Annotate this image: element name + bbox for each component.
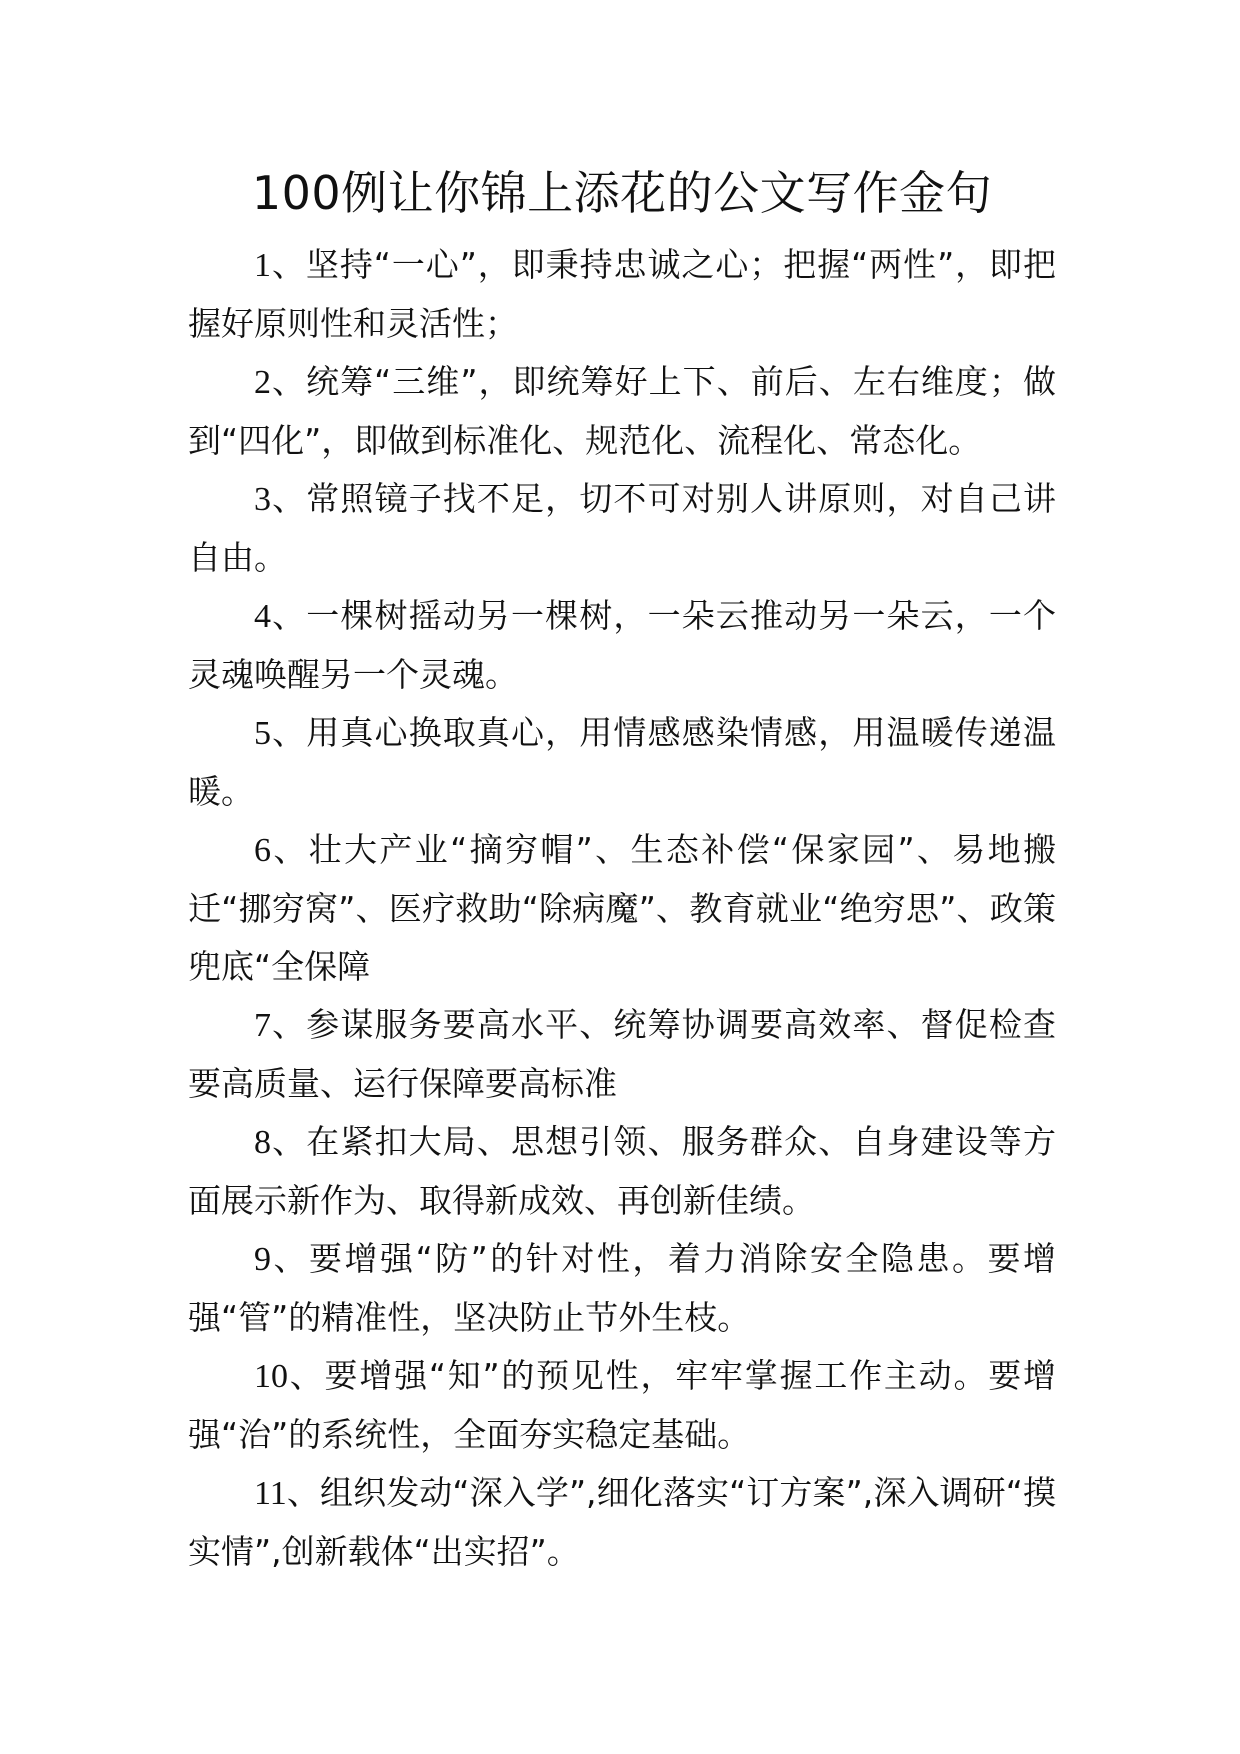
paragraph-6: [188, 821, 1056, 996]
paragraph-number: 10: [254, 1358, 288, 1395]
paragraph-number: 6: [254, 832, 271, 869]
paragraph-text: 、参谋服务要高水平、统筹协调要高效率、督促检查要高质量、运行保障要高标准: [188, 1005, 1056, 1103]
paragraph-text: 、在紧扣大局、思想引领、服务群众、自身建设等方面展示新作为、取得新成效、再创新佳绩。: [188, 1122, 1056, 1220]
document-title: 100例让你锦上添花的公文写作金句: [251, 166, 993, 220]
paragraph-number: 2: [254, 364, 271, 401]
paragraph-9: [188, 1230, 1056, 1347]
paragraph-number: 4: [254, 598, 271, 635]
paragraph-text: 、用真心换取真心，用情感感染情感，用温暖传递温暖。: [188, 713, 1056, 811]
paragraph-text: 、要增强“知”的预见性，牢牢掌握工作主动。要增强“治”的系统性，全面夯实稳定基础。: [188, 1356, 1056, 1454]
paragraph-text: 、一棵树摇动另一棵树，一朵云推动另一朵云，一个灵魂唤醒另一个灵魂。: [188, 596, 1056, 694]
paragraph-number: 1: [254, 247, 271, 284]
paragraph-text: 、组织发动“深入学”,细化落实“订方案”,深入调研“摸实情”,创新载体“出实招”。: [188, 1473, 1056, 1571]
paragraph-7: [188, 996, 1056, 1113]
paragraph-text: 、统筹“三维”，即统筹好上下、前后、左右维度；做到“四化”，即做到标准化、规范化、流程化、常态化。: [188, 362, 1056, 460]
paragraph-number: 11: [254, 1475, 287, 1512]
paragraph-number: 3: [254, 481, 271, 518]
paragraph-text: 、常照镜子找不足，切不可对别人讲原则，对自己讲自由。: [188, 479, 1056, 577]
paragraph-1: [188, 236, 1056, 353]
paragraph-5: [188, 704, 1056, 821]
paragraph-8: [188, 1113, 1056, 1230]
paragraph-text: 、要增强“防”的针对性，着力消除安全隐患。要增强“管”的精准性，坚决防止节外生枝。: [188, 1239, 1056, 1337]
paragraph-number: 7: [254, 1007, 271, 1044]
paragraph-3: [188, 470, 1056, 587]
paragraph-2: [188, 353, 1056, 470]
paragraph-number: 5: [254, 715, 271, 752]
document-body: [188, 236, 1056, 1581]
paragraph-4: [188, 587, 1056, 704]
paragraph-text: 、坚持“一心”，即秉持忠诚之心；把握“两性”，即把握好原则性和灵活性；: [188, 245, 1056, 343]
paragraph-number: 8: [254, 1124, 271, 1161]
paragraph-10: [188, 1347, 1056, 1464]
paragraph-11: [188, 1464, 1056, 1581]
paragraph-text: 、壮大产业“摘穷帽”、生态补偿“保家园”、易地搬迁“挪穷窝”、医疗救助“除病魔”、教育就业“绝穷思”、政策兜底“全保障: [188, 830, 1056, 986]
paragraph-number: 9: [254, 1241, 271, 1278]
